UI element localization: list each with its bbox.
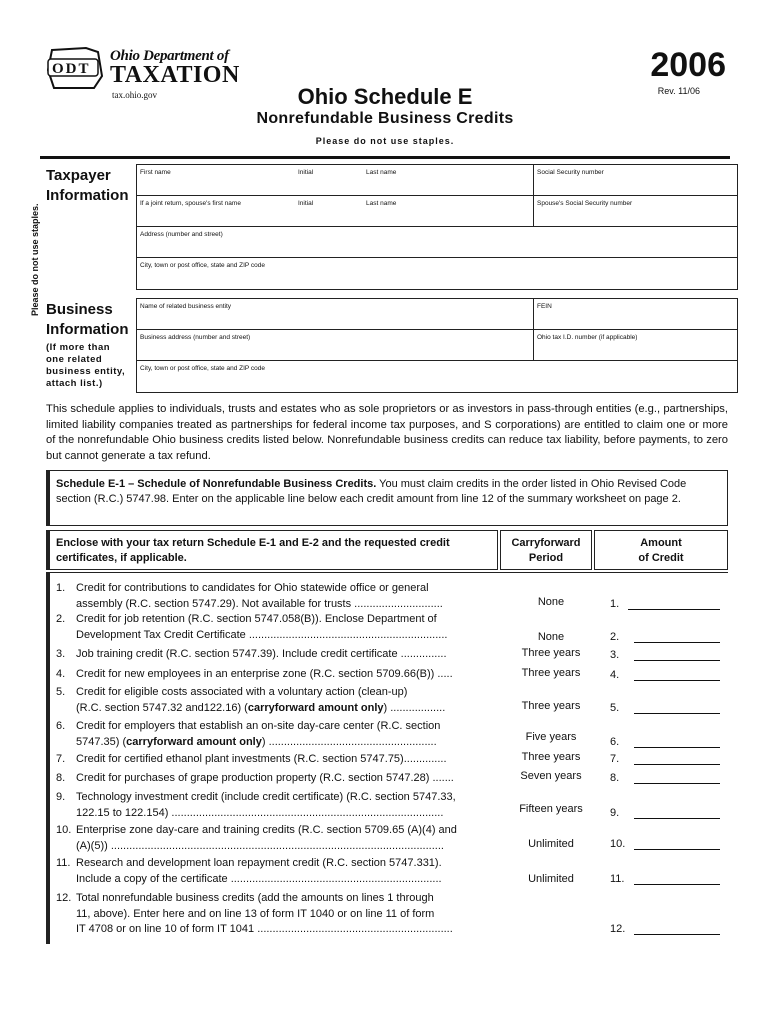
amount-input-10[interactable]: [634, 849, 720, 850]
period-1: None: [537, 596, 565, 608]
period-9: Fifteen years: [519, 803, 583, 815]
business-heading: Business Information: [46, 301, 129, 338]
amount-input-3[interactable]: [634, 660, 720, 661]
header-rule: [40, 156, 730, 159]
business-city-field[interactable]: [137, 361, 737, 392]
first-name-field[interactable]: [137, 165, 295, 195]
amount-input-11[interactable]: [634, 884, 720, 885]
period-6: Five years: [525, 731, 577, 743]
initial-field[interactable]: [295, 165, 363, 195]
amount-input-2[interactable]: [634, 642, 720, 643]
period-8: Seven years: [520, 770, 582, 782]
last-name-label: Last name: [366, 169, 397, 176]
amount-input-7[interactable]: [634, 764, 720, 765]
taxpayer-name-row: [137, 165, 737, 196]
line-number-3: 3.: [610, 649, 620, 661]
logo-letters: ODT: [52, 61, 91, 77]
spouse-first-name-field[interactable]: [137, 196, 295, 226]
city-field[interactable]: [137, 258, 737, 289]
fein-field[interactable]: [533, 299, 739, 329]
form-title: Ohio Schedule E: [297, 84, 473, 109]
line-number-4: 4.: [610, 669, 620, 681]
amount-input-5[interactable]: [634, 713, 720, 714]
department-line: Ohio Department of: [110, 48, 229, 64]
business-address-field[interactable]: [137, 330, 533, 360]
line-number-8: 8.: [610, 772, 620, 784]
entity-row: [137, 299, 737, 330]
department-name: TAXATION: [110, 62, 240, 88]
line-number-9: 9.: [610, 807, 620, 819]
city-label: City, town or post office, state and ZIP code: [140, 262, 266, 269]
spouse-name-row: [137, 196, 737, 227]
line-number-12: 12.: [610, 923, 626, 935]
business-address-row: [137, 330, 737, 361]
entity-name-label: Name of related business entity: [140, 303, 232, 310]
intro-paragraph: This schedule applies to individuals, trusts and estates who as sole proprietors or as investors in pass-through entities (e.g., partnerships, limited liability companies treated as partnerships for federal income tax purposes, and S corporations) are entitled to claim one or more of the nonrefundable Ohio business credits listed below. Nonrefundable business credits can reduce tax liability, before payments, to zero but cannot generate a tax refund.: [46, 403, 728, 462]
amount-input-9[interactable]: [634, 818, 720, 819]
spouse-last-name-field[interactable]: [363, 196, 533, 226]
enclose-instruction: Enclose with your tax return Schedule E-1 and E-2 and the requested credit certificates, if applicable.: [46, 530, 498, 570]
period-2: None: [537, 631, 565, 643]
no-staples-side-notice: Please do not use staples.: [30, 203, 40, 316]
business-city-label: City, town or post office, state and ZIP code: [140, 365, 266, 372]
carryforward-header: Carryforward Period: [500, 530, 592, 570]
revision-date: Rev. 11/06: [657, 86, 700, 96]
no-staples-notice: Please do not use staples.: [315, 136, 455, 146]
business-info-grid: [136, 298, 738, 393]
entity-name-field[interactable]: [137, 299, 533, 329]
line-number-7: 7.: [610, 753, 620, 765]
initial-label: Initial: [298, 169, 314, 176]
schedule-instructions: You must claim credits in the order listed in Ohio Revised Code section (R.C.) 5747.98. Enter on the applicable line below each credit amount from line 12 of the summary worksheet on page 2.: [56, 478, 687, 505]
taxpayer-info-grid: [136, 164, 738, 290]
fein-label: FEIN: [537, 303, 552, 310]
first-name-label: First name: [140, 169, 171, 176]
line-number-1: 1.: [610, 598, 620, 610]
address-field[interactable]: [137, 227, 737, 257]
line-number-11: 11.: [610, 873, 625, 885]
last-name-field[interactable]: [363, 165, 533, 195]
business-address-label: Business address (number and street): [140, 334, 251, 341]
spouse-first-name-label: If a joint return, spouse's first name: [140, 200, 241, 207]
amount-input-8[interactable]: [634, 783, 720, 784]
form-subtitle: Nonrefundable Business Credits: [256, 110, 514, 127]
address-label: Address (number and street): [140, 231, 223, 238]
period-4: Three years: [521, 667, 581, 679]
spouse-ssn-field[interactable]: [533, 196, 739, 226]
amount-input-4[interactable]: [634, 680, 720, 681]
amount-input-12[interactable]: [634, 934, 720, 935]
amount-header: Amount of Credit: [594, 530, 728, 570]
line-number-10: 10.: [610, 838, 626, 850]
taxpayer-heading: Taxpayer Information: [46, 167, 129, 204]
period-5: Three years: [521, 700, 581, 712]
spouse-initial-label: Initial: [298, 200, 314, 207]
website-url: tax.ohio.gov: [112, 90, 157, 100]
amount-input-6[interactable]: [634, 747, 720, 748]
period-10: Unlimited: [528, 838, 574, 850]
business-city-row: [137, 361, 737, 392]
ssn-label: Social Security number: [537, 169, 604, 176]
ssn-field[interactable]: [533, 165, 739, 195]
line-number-6: 6.: [610, 736, 620, 748]
spouse-initial-field[interactable]: [295, 196, 363, 226]
spouse-ssn-label: Spouse's Social Security number: [537, 200, 633, 207]
tax-id-field[interactable]: [533, 330, 739, 360]
credit-list: 1. Credit for contributions to candidates for Ohio statewide office or general assembly (R.C. section 5747.29). Not available for trusts ............................. None 1. 2. Credit for job retention (R.C. section 5747.058(B)). Enclose Department of Development Tax Credit Certificate ................................................................. None 2. 3. Job training credit (R.C. section 5747.39). Include credit certificate ............... Three years 3. 4. Credit for new employees in an enterprise zone (R.C. section 5709.66(B)) ..... Three years 4. 5. Credit for eligible costs associated with a voluntary action (clean-up) (R.C. section 5747.32 and122.16) (carryforward amount only) .................. Three years 5. 6. Credit for employers that establish an on-site day-care center (R.C. section 5747.35) (carryforward amount only) ....................................................... Five years 6. 7. Credit for certified ethanol plant investments (R.C. section 5747.75).............. Three years 7. 8. Credit for purchases of grape production property (R.C. section 5747.28) ....... Seven years 8. 9. Technology investment credit (include credit certificate) (R.C. section 5747.33, 122.15 to 122.154) ......................................................................................... Fifteen years 9. 10. Enterprise zone day-care and training credits (R.C. section 5709.65 (A)(4) and (A)(5)) ............................................................................................................. Unlimited 10. 11. Research and development loan repayment credit (R.C. section 5747.331). Include a copy of the certificate ..................................................................... Unlimited 11. 12. Total nonrefundable business credits (add the amounts on lines 1 through 11, above). Enter here and on line 13 of form IT 1040 or on line 11 of form IT 4708 or on line 10 of form IT 1041 ................................................................ 12.: [46, 572, 728, 944]
tax-year: 2006: [650, 46, 726, 84]
period-3: Three years: [521, 647, 581, 659]
tax-id-label: Ohio tax I.D. number (if applicable): [537, 334, 638, 341]
line-number-2: 2.: [610, 631, 620, 643]
address-row: [137, 227, 737, 258]
period-7: Three years: [521, 751, 581, 763]
spouse-last-name-label: Last name: [366, 200, 397, 207]
schedule-title: Schedule E-1 – Schedule of Nonrefundable Business Credits.: [56, 478, 377, 490]
period-11: Unlimited: [528, 873, 574, 885]
schedule-e1-box: [46, 470, 728, 526]
business-note: (If more than one related business entity, attach list.): [46, 342, 126, 389]
line-number-5: 5.: [610, 702, 620, 714]
amount-input-1[interactable]: [628, 609, 720, 610]
city-row: [137, 258, 737, 289]
